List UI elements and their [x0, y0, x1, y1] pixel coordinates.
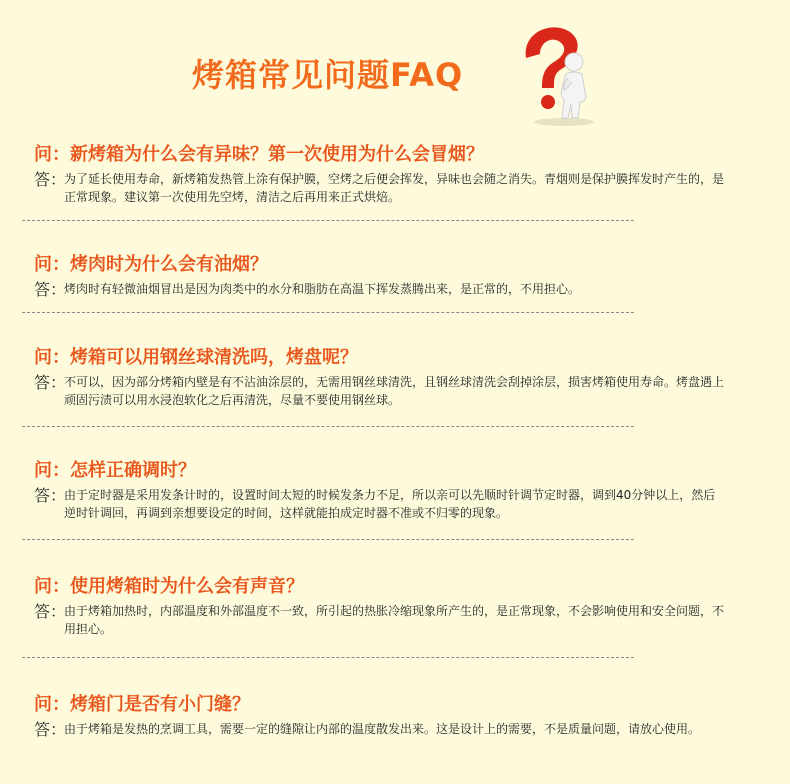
faq-answer-label: 答：: [34, 720, 67, 739]
faq-question: 问：烤肉时为什么会有油烟？: [34, 254, 268, 275]
faq-answer: 不可以，因为部分烤箱内壁是有不沾油涂层的，无需用钢丝球清洗，且钢丝球清洗会刮掉涂层，损害烤箱使用寿命。烤盘遇上顽固污渍可以用水浸泡软化之后再清洗，尽量不要使用钢丝球。: [64, 375, 725, 407]
faq-answer: 由于定时器是采用发条计时的，设置时间太短的时候发条力不足，所以亲可以先顺时针调节定时器，调到40分钟以上，然后逆时针调回，再调到亲想要设定的时间，这样就能拍成定时器不准或不归零的现象。: [64, 488, 716, 520]
faq-answer-label: 答：: [34, 486, 67, 505]
faq-question: 问：使用烤箱时为什么会有声音？: [34, 576, 304, 597]
divider: [22, 539, 634, 540]
page-header: [0, 0, 790, 130]
faq-answer: 为了延长使用寿命，新烤箱发热管上涂有保护膜，空烤之后便会挥发，异味也会随之消失。青烟则是保护膜挥发时产生的，是正常现象。建议第一次使用先空烤，清洁之后再用来正式烘焙。: [64, 172, 725, 204]
faq-answer-label: 答：: [34, 170, 67, 189]
faq-answer-label: 答：: [34, 280, 67, 299]
faq-question: 问：怎样正确调时？: [34, 460, 196, 481]
faq-question: 问：新烤箱为什么会有异味？第一次使用为什么会冒烟？: [34, 144, 484, 165]
question-mark-figure-icon: [512, 18, 602, 128]
divider: [22, 220, 634, 221]
faq-answer: 由于烤箱加热时，内部温度和外部温度不一致，所引起的热胀冷缩现象所产生的，是正常现象，不会影响使用和安全问题，不用担心。: [64, 604, 725, 636]
faq-answer-label: 答：: [34, 373, 67, 392]
page-title: 烤箱常见问题FAQ: [192, 56, 464, 94]
faq-question: 问：烤箱可以用钢丝球清洗吗，烤盘呢？: [34, 347, 358, 368]
faq-answer: 由于烤箱是发热的烹调工具，需要一定的缝隙让内部的温度散发出来。这是设计上的需要，不是质量问题，请放心使用。: [64, 722, 701, 736]
faq-question: 问：烤箱门是否有小门缝？: [34, 694, 250, 715]
divider: [22, 657, 634, 658]
divider: [22, 426, 634, 427]
divider: [22, 312, 634, 313]
faq-answer: 烤肉时有轻微油烟冒出是因为肉类中的水分和脂肪在高温下挥发蒸腾出来，是正常的，不用担心。: [64, 282, 581, 296]
faq-answer-label: 答：: [34, 602, 67, 621]
